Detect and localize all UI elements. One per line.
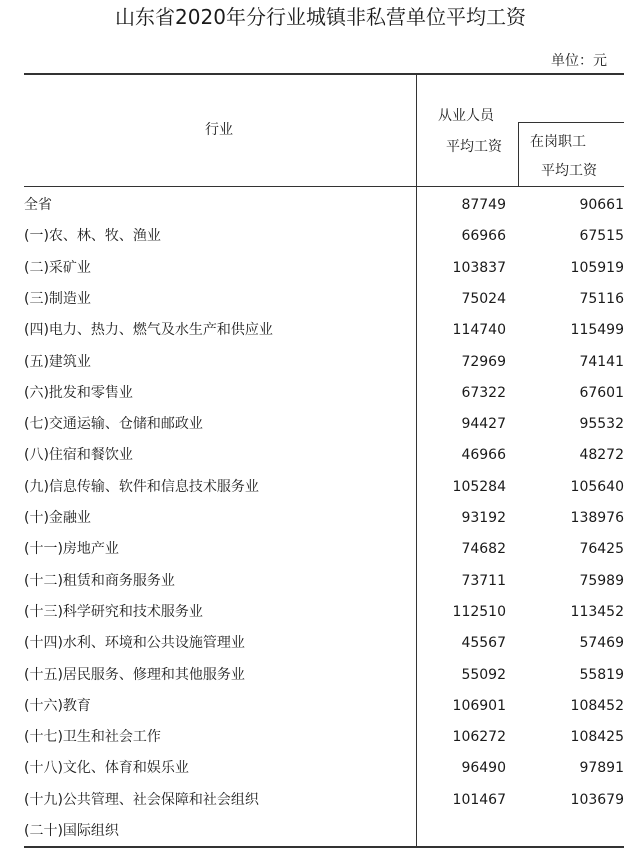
onpost-wage-value: 76425 [579, 541, 624, 558]
onpost-wage-value: 48272 [579, 447, 624, 464]
industry-name: (五)建筑业 [24, 353, 91, 370]
industry-name: (十)金融业 [24, 510, 91, 526]
page-title: 山东省2020年分行业城镇非私营单位平均工资 [115, 5, 526, 29]
industry-name: (八)住宿和餐饮业 [24, 447, 133, 464]
header-onpost-line2: 平均工资 [541, 163, 597, 179]
onpost-wage-value: 75989 [579, 572, 624, 589]
onpost-wage-value: 95532 [579, 416, 624, 433]
table-row [24, 284, 624, 315]
industry-name: (九)信息传输、软件和信息技术服务业 [24, 478, 259, 495]
table-row [24, 315, 624, 346]
avg-wage-value: 67322 [461, 384, 506, 401]
industry-name: (二)采矿业 [24, 259, 91, 276]
unit-label: 单位：元 [551, 53, 607, 69]
avg-wage-value: 75024 [461, 290, 506, 307]
table-row [24, 628, 624, 659]
industry-name: (十八)文化、体育和娱乐业 [24, 760, 189, 777]
onpost-wage-value: 105640 [570, 478, 624, 495]
header-avg-wage-line2: 平均工资 [446, 139, 502, 155]
onpost-wage-value: 105919 [570, 259, 624, 276]
onpost-wage-value: 90661 [579, 197, 624, 213]
header-avg-wage-line1: 从业人员 [438, 108, 494, 124]
table-row [24, 503, 624, 534]
table-row [24, 190, 624, 221]
table-row [24, 753, 624, 784]
onpost-wage-value: 108452 [570, 697, 624, 714]
avg-wage-value: 66966 [461, 228, 506, 245]
industry-name: (十九)公共管理、社会保障和社会组织 [24, 791, 259, 808]
onpost-wage-value: 113452 [570, 603, 624, 620]
avg-wage-value: 106901 [452, 697, 506, 714]
table-row [24, 691, 624, 722]
table-row [24, 253, 624, 284]
industry-name: (十五)居民服务、修理和其他服务业 [24, 666, 245, 683]
industry-name: 全省 [24, 197, 52, 213]
table-row [24, 534, 624, 565]
header-industry: 行业 [205, 122, 233, 138]
industry-name: (七)交通运输、仓储和邮政业 [24, 416, 203, 433]
industry-name: (三)制造业 [24, 290, 91, 307]
subheader-rule [518, 122, 624, 123]
industry-name: (六)批发和零售业 [24, 384, 133, 401]
avg-wage-value: 74682 [461, 541, 506, 558]
onpost-wage-value: 103679 [570, 791, 624, 808]
avg-wage-value: 96490 [461, 760, 506, 777]
avg-wage-value: 114740 [452, 322, 506, 339]
onpost-wage-value: 97891 [579, 760, 624, 777]
onpost-wage-value: 138976 [570, 510, 624, 526]
avg-wage-value: 101467 [452, 791, 506, 808]
table-row [24, 597, 624, 628]
onpost-wage-value: 67601 [579, 384, 624, 401]
avg-wage-value: 55092 [461, 666, 506, 683]
avg-wage-value: 46966 [461, 447, 506, 464]
avg-wage-value: 103837 [452, 259, 506, 276]
industry-name: (十二)租赁和商务服务业 [24, 572, 175, 589]
onpost-wage-value: 108425 [570, 729, 624, 746]
industry-name: (十六)教育 [24, 697, 91, 714]
table-row [24, 816, 624, 847]
table-row [24, 409, 624, 440]
avg-wage-value: 93192 [461, 510, 506, 526]
onpost-wage-value: 74141 [579, 353, 624, 370]
onpost-wage-value: 75116 [579, 290, 624, 307]
industry-name: (二十)国际组织 [24, 823, 119, 839]
avg-wage-value: 72969 [461, 353, 506, 370]
table-row [24, 722, 624, 753]
avg-wage-value: 105284 [452, 478, 506, 495]
industry-name: (四)电力、热力、燃气及水生产和供应业 [24, 322, 273, 339]
industry-name: (十一)房地产业 [24, 541, 119, 558]
avg-wage-value: 45567 [461, 635, 506, 652]
industry-name: (一)农、林、牧、渔业 [24, 228, 161, 245]
onpost-wage-value: 57469 [579, 635, 624, 652]
onpost-wage-value: 67515 [579, 228, 624, 245]
header-onpost-line1: 在岗职工 [530, 134, 586, 150]
table-row [24, 440, 624, 471]
table-top-rule [24, 73, 624, 75]
table-row [24, 785, 624, 816]
subheader-divider [518, 122, 519, 186]
table-row [24, 221, 624, 252]
avg-wage-value: 87749 [461, 197, 506, 213]
industry-name: (十三)科学研究和技术服务业 [24, 603, 203, 620]
header-bottom-rule [24, 186, 624, 187]
avg-wage-value: 94427 [461, 416, 506, 433]
table-row [24, 472, 624, 503]
table-row [24, 378, 624, 409]
table-row [24, 660, 624, 691]
table-row [24, 566, 624, 597]
industry-name: (十四)水利、环境和公共设施管理业 [24, 635, 245, 652]
avg-wage-value: 73711 [461, 572, 506, 589]
onpost-wage-value: 55819 [579, 666, 624, 683]
onpost-wage-value: 115499 [570, 322, 624, 339]
avg-wage-value: 112510 [452, 603, 506, 620]
industry-name: (十七)卫生和社会工作 [24, 729, 161, 746]
table-row [24, 347, 624, 378]
avg-wage-value: 106272 [452, 729, 506, 746]
